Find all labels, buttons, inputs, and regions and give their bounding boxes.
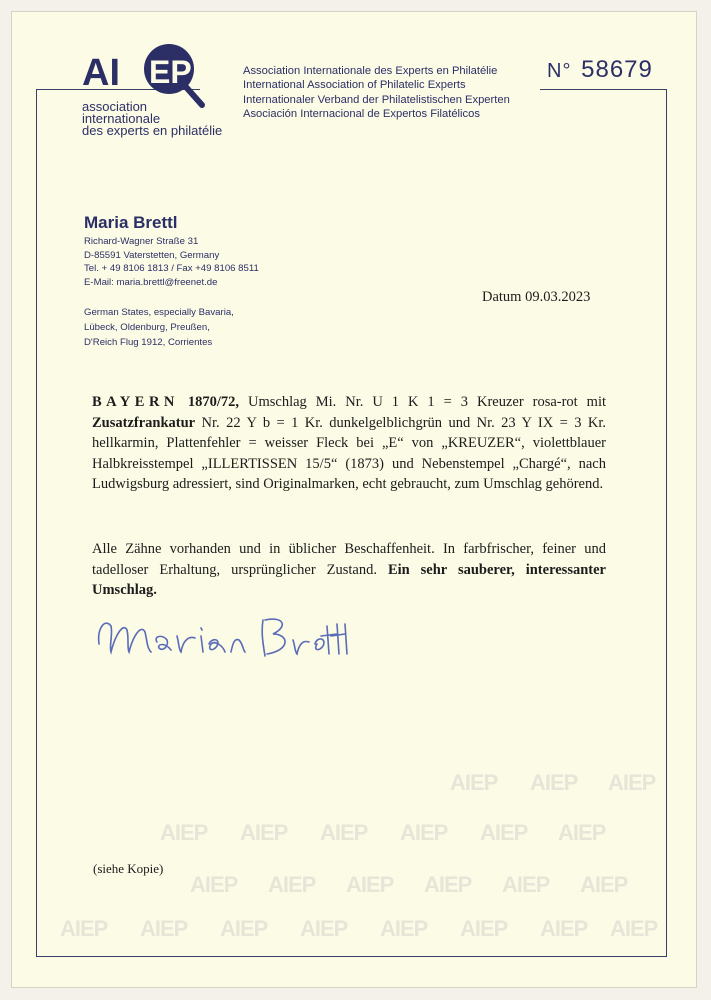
handwritten-signature [93,606,353,666]
watermark-logo: AIEP [558,820,606,845]
watermark-logo: AIEP [400,820,448,845]
expert-name: Maria Brettl [84,213,178,232]
address-street: Richard-Wagner Straße 31 [84,236,199,247]
watermark-logo: AIEP [380,916,428,941]
watermark-logo: AIEP [268,872,316,897]
association-name-fr: Association Internationale des Experts en Philatélie [243,65,498,77]
item-description [92,392,606,495]
watermark-logo: AIEP [450,770,498,795]
watermark-logo: AIEP [610,916,658,941]
logo-letters-ep: EP [149,54,192,90]
watermark-logo: AIEP [320,820,368,845]
logo-letters-ai: AI [82,52,120,94]
association-name-en: International Association of Philatelic Experts [243,79,466,92]
description-part-2: Nr. 22 Y b = 1 Kr. dunkelgelblichgrün und Nr. 23 Y IX = 3 Kr. hellkarmin, Plattenfehler = weisser Fleck bei „E“ von „KREUZER“, violettblauer Halbkreisstempel „ILLERTISSEN 15/5“ (1873) und Nebenstempel „Chargé“, nach Ludwigsburg adressiert, sind Originalmarken, echt gebraucht, zum Umschlag gehörend. [92,414,606,492]
number-symbol: N° [547,60,572,82]
condition-statement [92,539,606,601]
specialty-line: D'Reich Flug 1912, Corrientes [84,337,213,349]
copy-note: (siehe Kopie) [93,861,164,876]
issue-years: 1870/72, [187,394,240,410]
watermark-logo: AIEP [530,770,578,795]
specialty-line: Lübeck, Oldenburg, Preußen, [84,322,210,334]
watermark-logo: AIEP [240,820,288,845]
address-phone: Tel. + 49 8106 1813 / Fax +49 8106 8511 [84,263,259,275]
aiep-logo [80,43,230,138]
certificate-number [543,56,657,84]
watermark-logo: AIEP [220,916,268,941]
watermark-logo: AIEP [424,872,472,897]
logo-sub-line: internationale [82,111,161,126]
additional-franking-term: Zusatzfrankatur [92,414,196,431]
address-city: D-85591 Vaterstetten, Germany [84,249,220,261]
certificate-number-value: 58679 [581,56,653,83]
association-name-es: Asociación Internacional de Expertos Filatélicos [243,108,480,121]
condition-text: Alle Zähne vorhanden und in üblicher Beschaffenheit. In farbfrischer, feiner und tadelloser Erhaltung, ursprünglicher Zustand. [92,541,606,578]
association-names [243,64,510,122]
watermark-logo: AIEP [580,872,628,897]
logo-sub-line: des experts en philatélie [82,123,223,138]
watermark-logo: AIEP [346,872,394,897]
association-name-de: Internationaler Verband der Philatelistischen Experten [243,93,510,106]
expert-address [84,235,259,289]
specialty-line: German States, especially Bavaria, [84,307,234,318]
watermark-logo: AIEP [608,770,656,795]
logo-sub-line: association [82,99,148,114]
description-part-1: Umschlag Mi. Nr. U 1 K 1 = 3 Kreuzer rosa-rot mit [239,394,607,410]
expert-specialties [84,305,234,351]
watermark-logo: AIEP [160,820,208,845]
watermark-logo: AIEP [480,820,528,845]
watermark-logo: AIEP [190,872,238,897]
address-email: E-Mail: maria.brettl@freenet.de [84,276,218,288]
watermark-logo: AIEP [60,916,108,941]
certificate-date: Datum 09.03.2023 [482,289,591,305]
watermark-logo: AIEP [460,916,508,941]
watermark-logo: AIEP [540,916,588,941]
watermark-logo: AIEP [502,872,550,897]
watermark-logo: AIEP [300,916,348,941]
country-name: BAYERN [92,394,179,410]
watermark-logo: AIEP [140,916,188,941]
condition-summary: Ein sehr sauberer, interessanter Umschlag. [92,561,606,598]
